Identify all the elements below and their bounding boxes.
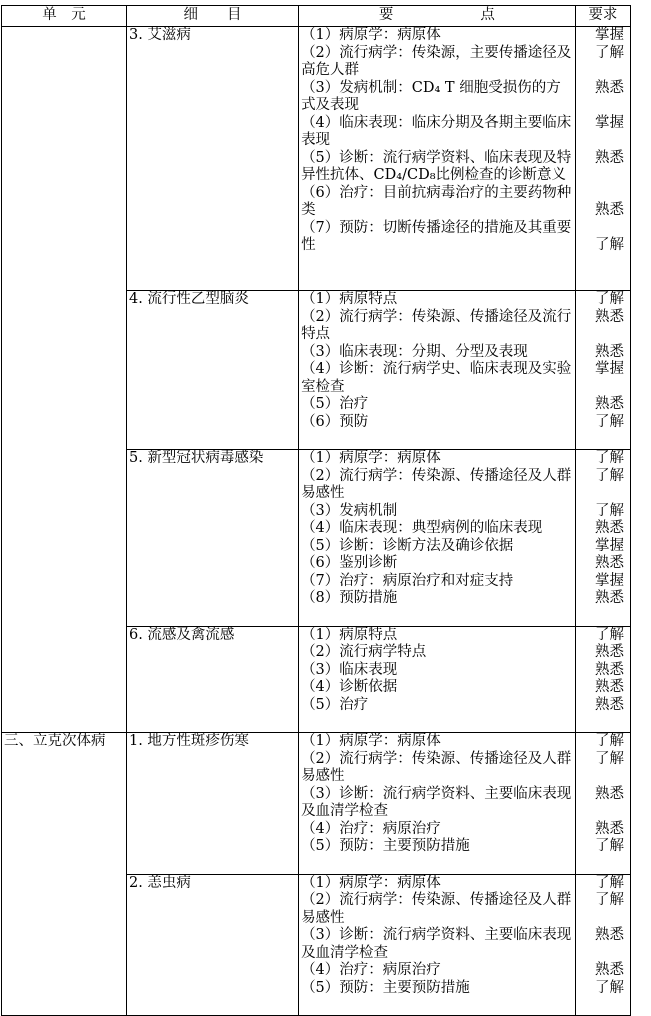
points-cell <box>299 450 576 627</box>
points-cell <box>299 626 576 733</box>
point-text: （2）流行病学特点 <box>301 644 427 660</box>
requirement-level: 熟悉 <box>595 590 624 606</box>
syllabus-table <box>1 5 631 1016</box>
requirement-level: 了解 <box>595 892 624 908</box>
header-row <box>2 6 631 27</box>
unit-cell: 三、立克次体病 <box>2 733 127 1016</box>
requirement-cell <box>575 733 630 875</box>
requirement-level: 熟悉 <box>595 644 624 660</box>
requirement-level: 了解 <box>595 874 624 891</box>
subject-cell: 1. 地方性斑疹伤寒 <box>126 733 298 875</box>
requirement-level: 了解 <box>595 291 624 307</box>
requirement-level: 熟悉 <box>595 927 624 943</box>
requirement-level: 熟悉 <box>595 396 624 412</box>
point-text: （3）诊断：流行病学资料、主要临床表现及血清学检查 <box>301 785 572 819</box>
requirement-cell <box>575 874 630 1016</box>
requirement-level: 了解 <box>595 413 624 430</box>
point-text: （5）诊断：诊断方法及确诊依据 <box>301 537 514 554</box>
point-text: （6）预防 <box>301 413 369 430</box>
subject-cell: 5. 新型冠状病毒感染 <box>126 450 298 627</box>
point-text: （5）预防：主要预防措施 <box>301 979 470 996</box>
requirement-level: 熟悉 <box>595 679 624 695</box>
point-text: （5）预防：主要预防措施 <box>301 838 470 854</box>
point-text: （3）发病机制：CD₄ T 细胞受损伤的方式及表现 <box>301 79 561 113</box>
requirement-cell <box>575 27 630 291</box>
point-text: （3）临床表现 <box>301 661 398 678</box>
point-text: （6）治疗：目前抗病毒治疗的主要药物种类 <box>301 184 572 218</box>
requirement-level: 了解 <box>595 502 624 519</box>
requirement-cell <box>575 626 630 733</box>
requirement-level: 掌握 <box>595 572 624 589</box>
points-cell <box>299 27 576 291</box>
points-cell <box>299 733 576 875</box>
requirement-level: 掌握 <box>595 114 624 131</box>
point-text: （3）发病机制 <box>301 502 398 519</box>
requirement-level: 熟悉 <box>595 202 624 218</box>
table-body <box>2 27 631 1016</box>
point-text: （5）治疗 <box>301 396 369 412</box>
requirement-level: 熟悉 <box>595 308 624 325</box>
point-text: （1）病原学：病原体 <box>301 27 441 43</box>
table-row <box>2 27 631 291</box>
point-text: （2）流行病学：传染源，主要传播途径及高危人群 <box>301 44 572 78</box>
subject-cell: 4. 流行性乙型脑炎 <box>126 291 298 450</box>
point-text: （1）病原特点 <box>301 626 398 643</box>
point-text: （5）治疗 <box>301 696 369 713</box>
point-text: （3）临床表现：分期、分型及表现 <box>301 343 528 360</box>
point-text: （2）流行病学：传染源、传播途径及人群易感性 <box>301 467 572 501</box>
requirement-level: 掌握 <box>595 27 624 43</box>
requirement-cell <box>575 450 630 627</box>
header-subject: 细 目 <box>126 6 298 27</box>
point-text: （4）治疗：病原治疗 <box>301 820 441 837</box>
requirement-level: 掌握 <box>595 537 624 554</box>
requirement-level: 熟悉 <box>595 149 624 166</box>
requirement-level: 熟悉 <box>595 696 624 713</box>
unit-cell <box>2 27 127 733</box>
header-unit: 单 元 <box>2 6 127 27</box>
point-text: （1）病原学：病原体 <box>301 874 441 891</box>
point-text: （1）病原特点 <box>301 291 398 307</box>
requirement-level: 了解 <box>595 733 624 749</box>
requirement-level: 熟悉 <box>595 820 624 837</box>
point-text: （6）鉴别诊断 <box>301 555 398 571</box>
table-row <box>2 733 631 875</box>
point-text: （8）预防措施 <box>301 590 398 606</box>
subject-cell: 6. 流感及禽流感 <box>126 626 298 733</box>
header-requirement: 要求 <box>575 6 630 27</box>
requirement-level: 了解 <box>595 44 624 61</box>
requirement-level: 熟悉 <box>595 520 624 536</box>
point-text: （3）诊断：流行病学资料、主要临床表现及血清学检查 <box>301 927 572 961</box>
point-text: （4）诊断：流行病学史、临床表现及实验室检查 <box>301 361 572 395</box>
requirement-level: 熟悉 <box>595 661 624 678</box>
header-points: 要 点 <box>299 6 576 27</box>
point-text: （2）流行病学：传染源、传播途径及人群易感性 <box>301 892 572 926</box>
point-text: （1）病原学：病原体 <box>301 450 441 466</box>
requirement-level: 熟悉 <box>595 343 624 360</box>
requirement-level: 熟悉 <box>595 555 624 571</box>
requirement-level: 了解 <box>595 750 624 767</box>
point-text: （7）治疗：病原治疗和对症支持 <box>301 572 514 589</box>
point-text: （2）流行病学：传染源、传播途径及流行特点 <box>301 308 572 342</box>
points-cell <box>299 874 576 1016</box>
subject-cell: 2. 恙虫病 <box>126 874 298 1016</box>
requirement-level: 了解 <box>595 237 624 253</box>
requirement-level: 熟悉 <box>595 962 624 978</box>
point-text: （1）病原学：病原体 <box>301 733 441 749</box>
points-cell <box>299 291 576 450</box>
point-text: （4）治疗：病原治疗 <box>301 962 441 978</box>
requirement-level: 了解 <box>595 838 624 854</box>
requirement-level: 了解 <box>595 626 624 643</box>
requirement-level: 掌握 <box>595 361 624 377</box>
requirement-level: 了解 <box>595 450 624 466</box>
requirement-level: 熟悉 <box>595 785 624 802</box>
requirement-cell <box>575 291 630 450</box>
point-text: （4）诊断依据 <box>301 679 398 695</box>
point-text: （4）临床表现：典型病例的临床表现 <box>301 520 543 536</box>
point-text: （4）临床表现：临床分期及各期主要临床表现 <box>301 114 572 148</box>
subject-cell: 3. 艾滋病 <box>126 27 298 291</box>
requirement-level: 了解 <box>595 979 624 996</box>
point-text: （2）流行病学：传染源、传播途径及人群易感性 <box>301 750 572 784</box>
requirement-level: 了解 <box>595 467 624 484</box>
point-text: （5）诊断：流行病学资料、临床表现及特异性抗体、CD₄/CD₈比例检查的诊断意义 <box>301 149 572 183</box>
point-text: （7）预防：切断传播途径的措施及其重要性 <box>301 219 572 253</box>
requirement-level: 熟悉 <box>595 79 624 96</box>
